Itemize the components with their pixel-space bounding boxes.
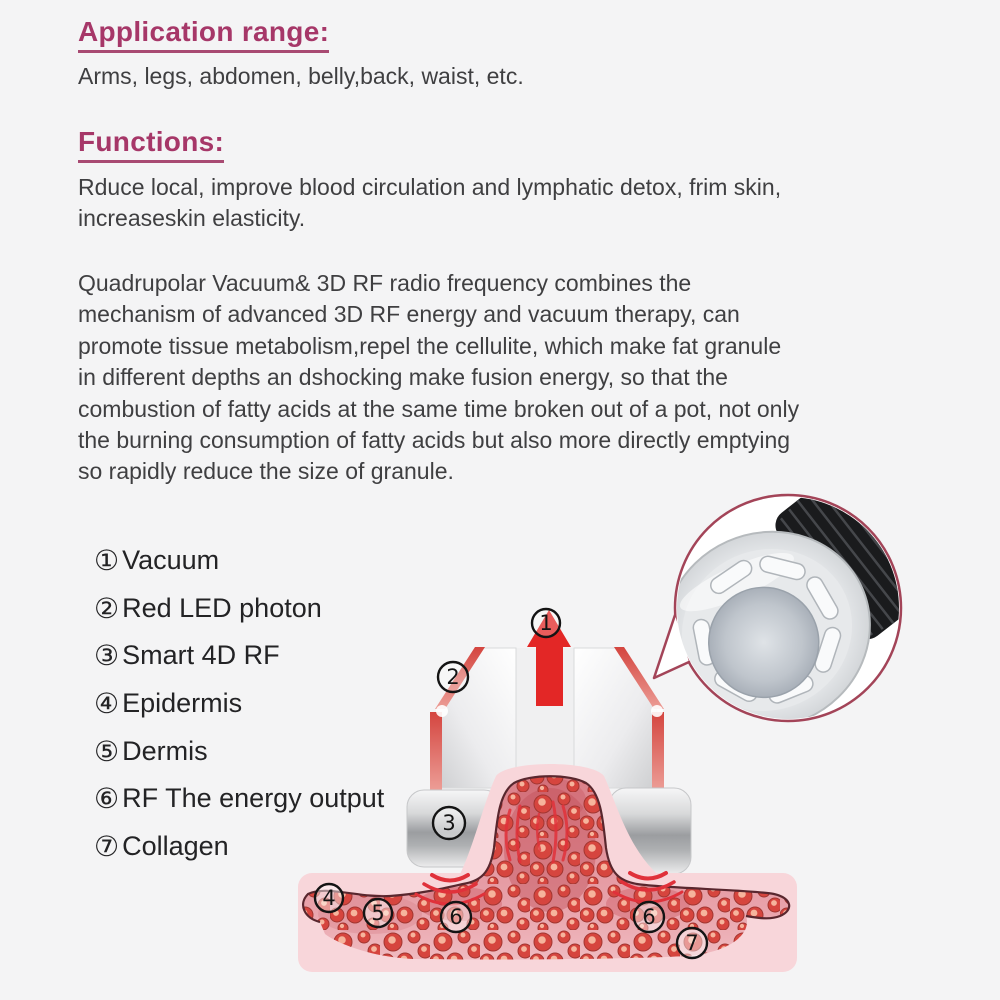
- svg-text:1: 1: [539, 611, 553, 635]
- badge-6-right: [634, 902, 664, 932]
- legend-label: Vacuum: [122, 545, 220, 576]
- svg-text:3: 3: [442, 811, 456, 835]
- right-led-strip: [652, 712, 664, 790]
- badge-6-left: [441, 902, 471, 932]
- circled-number-icon: ①: [94, 545, 120, 577]
- application-range-heading: Application range:: [78, 16, 329, 53]
- legend-label: Epidermis: [122, 688, 243, 719]
- svg-text:6: 6: [449, 905, 463, 929]
- badge-5: [364, 899, 392, 927]
- application-range-text: Arms, legs, abdomen, belly,back, waist, etc.: [78, 63, 524, 89]
- fat-granules: [303, 776, 789, 959]
- legend-label: Red LED photon: [122, 592, 322, 623]
- circled-number-icon: ④: [94, 688, 120, 720]
- left-led-glow: [436, 705, 448, 717]
- right-led-glow: [651, 705, 663, 717]
- circled-number-icon: ③: [94, 640, 120, 672]
- svg-text:2: 2: [446, 665, 460, 689]
- badge-2: [438, 662, 468, 692]
- treatment-diagram: [280, 470, 980, 1000]
- badge-7: [677, 928, 707, 958]
- svg-text:4: 4: [322, 886, 336, 910]
- functions-description-text: Quadrupolar Vacuum& 3D RF radio frequency combines the mechanism of advanced 3D RF energy and vacuum therapy, can promote tissue metabolism,repel the cellulite, which make fat granule in different depths an dshocking make fusion energy, so that the combustion of fatty acids at the same time broken out of a pot, not only the burning consumption of fatty acids but also more directly emptying so rapidly reduce the size of granule.: [78, 270, 800, 485]
- functions-heading: Functions:: [78, 126, 224, 163]
- legend-label: RF The energy output: [122, 783, 385, 814]
- circled-number-icon: ⑥: [94, 783, 120, 815]
- device-head-callout: [633, 470, 954, 761]
- right-suction-panel: [574, 648, 657, 788]
- badge-1: [532, 609, 560, 637]
- left-led-strip: [430, 712, 442, 790]
- svg-text:7: 7: [685, 931, 699, 955]
- badge-4: [315, 884, 343, 912]
- badge-3: [433, 807, 465, 839]
- svg-text:5: 5: [371, 901, 385, 925]
- functions-summary-text: Rduce local, improve blood circulation and lymphatic detox, frim skin, increaseskin elasticity.: [78, 174, 782, 231]
- legend-label: Collagen: [122, 830, 229, 861]
- circled-number-icon: ②: [94, 592, 120, 624]
- device-head-photo: [633, 470, 954, 761]
- skin-cross-section: [298, 764, 797, 972]
- legend-label: Dermis: [122, 735, 208, 766]
- circled-number-icon: ⑦: [94, 830, 120, 862]
- svg-text:6: 6: [642, 905, 656, 929]
- circled-number-icon: ⑤: [94, 735, 120, 767]
- legend-label: Smart 4D RF: [122, 640, 280, 671]
